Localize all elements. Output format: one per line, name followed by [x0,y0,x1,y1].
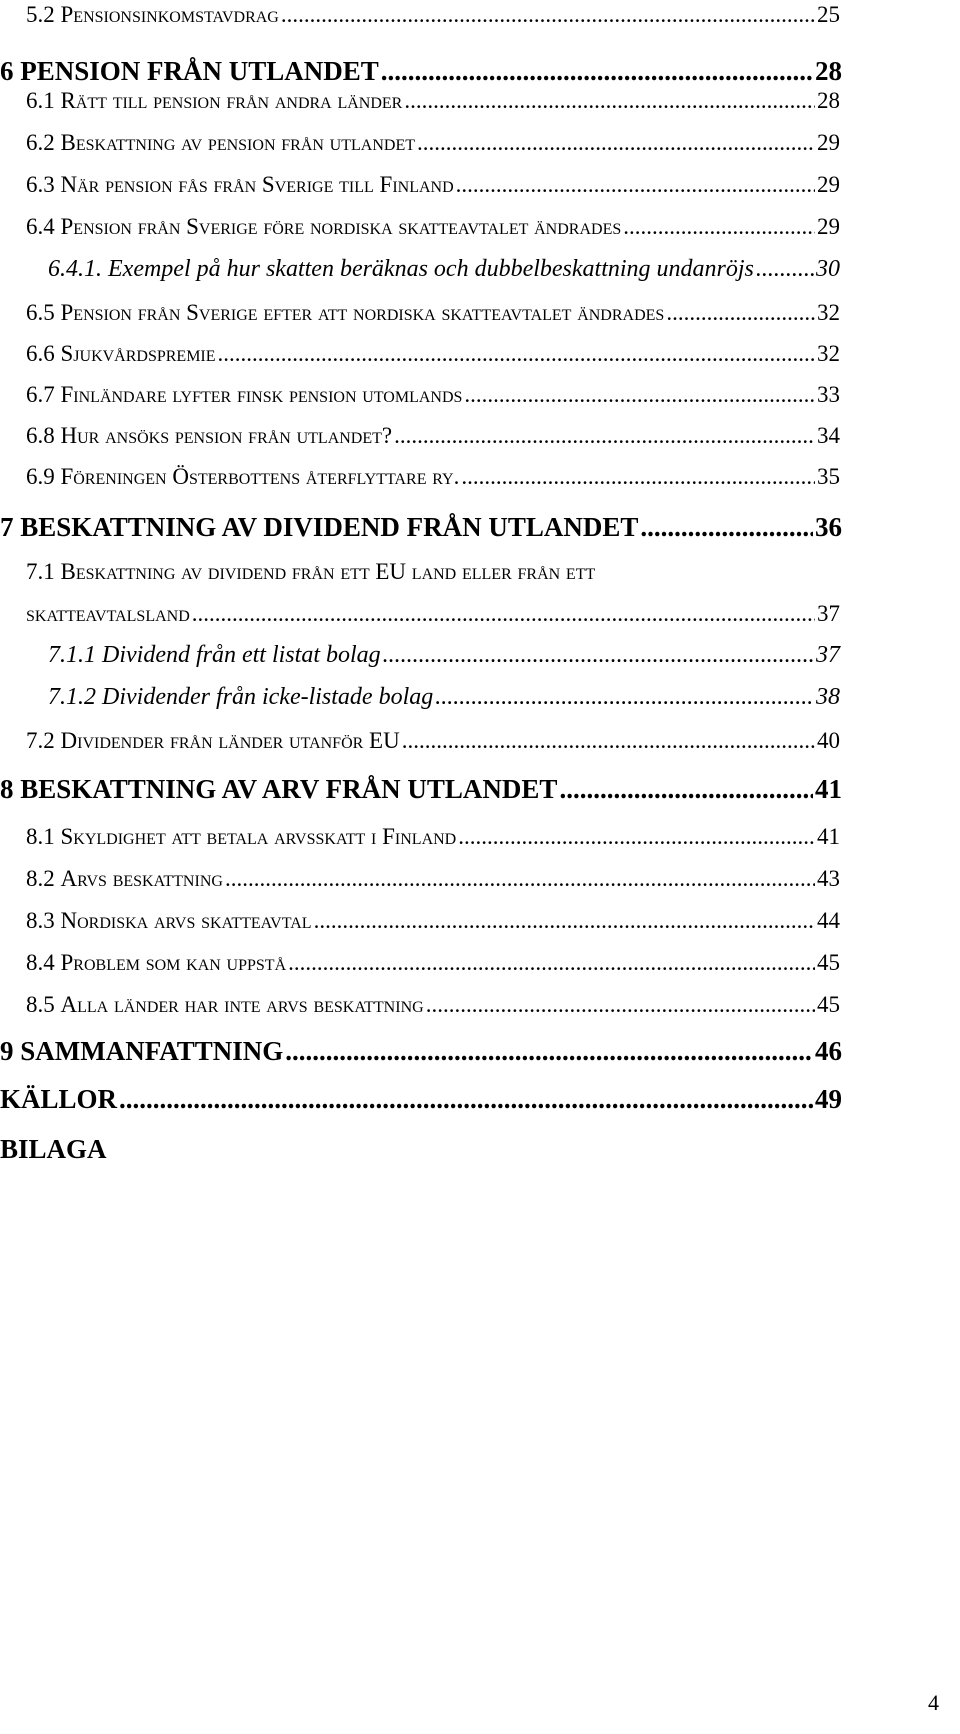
toc-leader [394,423,815,449]
toc-number: 6.7 [26,382,55,407]
toc-leader [381,56,813,87]
toc-entry[interactable] [0,512,842,543]
toc-page: 29 [817,172,840,197]
toc-entry[interactable] [48,684,840,711]
toc-leader [461,464,815,490]
toc-entry[interactable] [26,866,840,892]
toc-entry[interactable] [26,130,840,156]
toc-page: 34 [817,423,840,448]
toc-page: 41 [815,774,842,804]
toc-entry[interactable] [26,824,840,850]
toc-entry[interactable] [26,992,840,1018]
toc-title: Finländare lyfter finsk pension utomlands [60,382,463,407]
toc-page: 40 [817,728,840,753]
toc-title: Skyldighet att betala arvsskatt i Finland [60,824,457,849]
toc-leader [314,908,815,934]
toc-leader [404,88,815,114]
toc-entry[interactable] [0,1036,842,1067]
toc-number: 7.1.2 [48,684,96,710]
toc-entry[interactable] [0,774,842,805]
toc-number: 6.2 [26,130,55,155]
toc-leader [281,2,815,28]
toc-title: Pension från Sverige efter att nordiska skatteavtalet ändrades [60,300,665,325]
toc-leader [756,256,814,283]
toc-number: 7.1 [26,559,55,584]
toc-entry-line2[interactable] [26,601,840,627]
toc-entry[interactable] [0,56,842,87]
toc-number: 6.4.1. [48,256,102,282]
toc-leader [383,642,814,669]
toc-title: Rätt till pension från andra länder [60,88,403,113]
toc-number: 8 [0,774,14,804]
toc-entry-line1[interactable] [26,559,595,585]
toc-page: 38 [816,684,840,710]
toc-number: 6.8 [26,423,55,448]
toc-title: Nordiska arvs skatteavtal [60,908,312,933]
toc-page: 41 [817,824,840,849]
toc-title: Beskattning av pension från utlandet [60,130,415,155]
toc-entry[interactable] [0,1134,107,1165]
toc-number: 8.5 [26,992,55,1017]
toc-entry[interactable] [26,908,840,934]
toc-title: SAMMANFATTNING [20,1036,284,1066]
toc-leader [119,1084,813,1115]
toc-page: 35 [817,464,840,489]
toc-title: Alla länder har inte arvs beskattning [60,992,424,1017]
toc-page: 28 [815,56,842,86]
toc-title: BILAGA [0,1134,107,1164]
toc-number: 6.1 [26,88,55,113]
toc-title: Dividender från länder utanför EU [60,728,400,753]
toc-number: 8.4 [26,950,55,975]
toc-title: Dividend från ett listat bolag [102,642,381,668]
toc-entry[interactable] [26,950,840,976]
toc-entry[interactable] [26,728,840,754]
toc-page: 33 [817,382,840,407]
toc-page: 30 [816,256,840,282]
toc-leader [288,950,815,976]
toc-title: KÄLLOR [0,1084,118,1114]
toc-leader [285,1036,813,1067]
toc-leader [456,172,815,198]
toc-page: 43 [817,866,840,891]
toc-page: 46 [815,1036,842,1066]
toc-page: 32 [817,341,840,366]
toc-title: BESKATTNING AV DIVIDEND FRÅN UTLANDET [20,512,639,542]
toc-entry[interactable] [26,214,840,240]
toc-title: PENSION FRÅN UTLANDET [20,56,379,86]
toc-title: Problem som kan uppstå [60,950,287,975]
toc-number: 6.6 [26,341,55,366]
toc-page: 45 [817,992,840,1017]
toc-title: BESKATTNING AV ARV FRÅN UTLANDET [20,774,558,804]
toc-title: Arvs beskattning [60,866,223,891]
toc-page: 36 [815,512,842,542]
toc-number: 6.4 [26,214,55,239]
toc-number: 7.2 [26,728,55,753]
toc-page: 28 [817,88,840,113]
toc-leader [458,824,815,850]
toc-number: 7 [0,512,14,542]
toc-number: 6.5 [26,300,55,325]
toc-number: 6 [0,56,14,86]
toc-page: 49 [815,1084,842,1114]
toc-number: 9 [0,1036,14,1066]
toc-page: 29 [817,130,840,155]
toc-title: Sjukvårdspremie [60,341,216,366]
toc-page: 25 [817,2,840,27]
toc-number: 8.1 [26,824,55,849]
toc-page: 29 [817,214,840,239]
toc-number: 5.2 [26,2,55,27]
toc-entry[interactable] [26,88,840,114]
toc-leader [218,341,815,367]
toc-entry[interactable] [26,464,840,490]
toc-number: 8.2 [26,866,55,891]
toc-entry[interactable] [26,341,840,367]
toc-leader [225,866,815,892]
toc-leader [417,130,815,156]
toc-page: 44 [817,908,840,933]
toc-title: Föreningen Österbottens återflyttare ry. [60,464,460,489]
toc-leader [435,684,814,711]
toc-entry[interactable] [26,2,840,28]
toc-entry[interactable] [0,1084,842,1115]
toc-leader [640,512,813,543]
toc-leader [623,214,815,240]
toc-title: Pension från Sverige före nordiska skatteavtalet ändrades [60,214,622,239]
toc-entry[interactable] [26,300,840,326]
toc-number: 8.3 [26,908,55,933]
toc-title: Pensionsinkomstavdrag [60,2,279,27]
toc-entry[interactable] [26,423,840,449]
toc-leader [192,601,815,627]
toc-leader [426,992,815,1018]
toc-page: 45 [817,950,840,975]
toc-title: Dividender från icke-listade bolag [102,684,434,710]
toc-title-continued: skatteavtalsland [26,601,190,626]
toc-number: 6.9 [26,464,55,489]
toc-page: 32 [817,300,840,325]
toc-title: Hur ansöks pension från utlandet? [60,423,393,448]
page-number: 4 [928,1690,939,1715]
toc-entry[interactable] [48,642,840,669]
toc-entry[interactable] [26,382,840,408]
toc-number: 6.3 [26,172,55,197]
toc-leader [666,300,815,326]
toc-page: 37 [816,642,840,668]
toc-entry[interactable] [26,172,840,198]
toc-title: Beskattning av dividend från ett EU land eller från ett [60,559,596,584]
toc-leader [464,382,815,408]
toc-title: Exempel på hur skatten beräknas och dubbelbeskattning undanröjs [108,256,754,282]
toc-leader [559,774,813,805]
toc-entry[interactable] [48,256,840,283]
toc-page: 37 [817,601,840,626]
toc-leader [402,728,815,754]
toc-title: När pension fås från Sverige till Finland [60,172,454,197]
toc-number: 7.1.1 [48,642,96,668]
